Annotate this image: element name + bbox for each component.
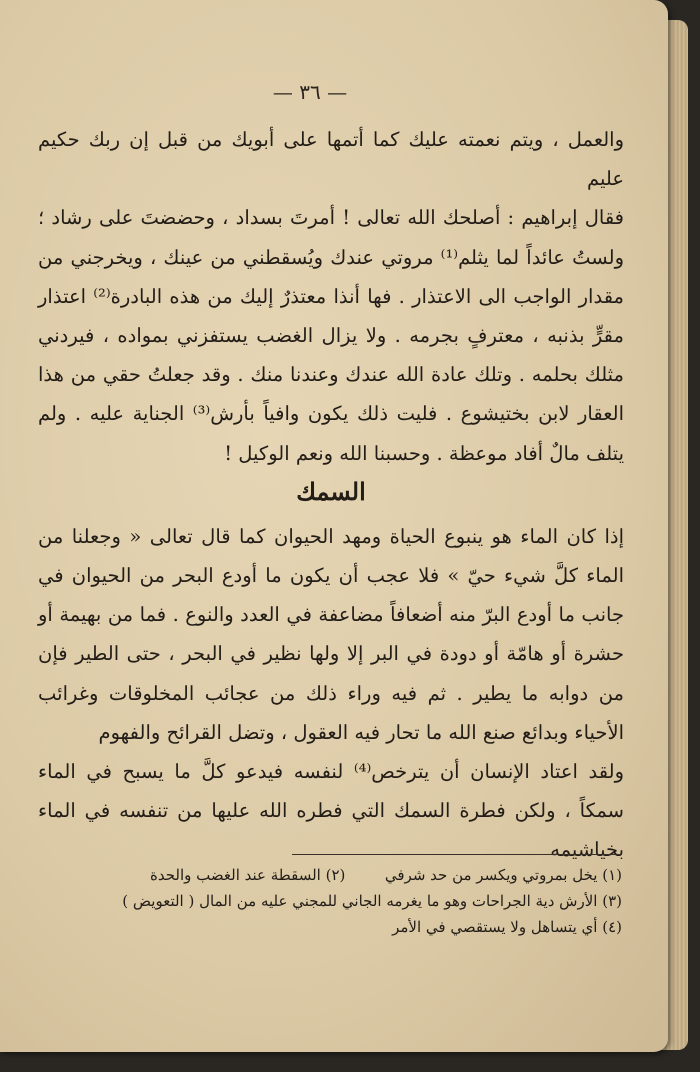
paragraph-ibrahim: فقال إبراهيم : أصلحك الله تعالى ! أمرتَ بسداد ، وحضضتَ على رشاد ؛ ولستُ عائداً لما يثلم⁽¹⁾ مروتي عندك ويُسقطني من عينك ، ويخرجني من مقدار الواجب الى الاعتذار . فها أنذا معتذرٌ إليك من هذه البادرة⁽²⁾ اعتذار مقرٍّ بذنبه ، معترفٍ بجرمه . ولا يزال الغضب يستفزني بمواده ، فيردني مثلك بحلمه . وتلك عادة الله عندك وعندنا منك . وقد جعلتُ حقي من هذا العقار لابن بختيشوع . فليت ذلك يكون وافياً بأرش⁽³⁾ الجناية عليه . ولم يتلف مالٌ أفاد موعظة . وحسبنا الله ونعم الوكيل ! [38,206,625,465]
page-number: — ٣٦ — [272,80,348,104]
paragraph-continuation: والعمل ، ويتم نعمته عليك كما أتمها على أبويك من قبل إن ربك حكيم عليم [38,128,624,191]
footnote-divider [292,854,622,855]
footnote-2: (٢) السقطة عند الغضب والحدة [150,866,346,884]
footnotes [122,862,622,940]
section-heading: السمك [296,476,366,506]
paragraph-fish-intro: إذا كان الماء هو ينبوع الحياة ومهد الحيوان كما قال تعالى « وجعلنا من الماء كلَّ شيء حيّ » فلا عجب أن يكون ما أودع البحر من الحيوان في جانب ما أودع البرّ منه أضعافاً مضاعفة في العدد والنوع . فما من بهيمة أو حشرة أو هامّة أو دودة في البر إلا ولها نظير في البحر ، حتى الطير فإن من دوابه ما يطير . ثم فيه وراء ذلك من عجائب المخلوقات وغرائب الأحياء وبدائع صنع الله ما تحار فيه العقول ، وتضل القرائح والفهوم [38,524,624,744]
paragraph-fish-naming: ولقد اعتاد الإنسان أن يترخص⁽⁴⁾ لنفسه فيدعو كلَّ ما يسبح في الماء سمكاً ، ولكن فطرة السمك التي فطره الله عليها من تنفسه في الماء بخياشيمه [38,760,624,862]
body-text [38,120,624,870]
footnote-row [150,862,622,888]
footnote-4: (٤) أي يتساهل ولا يستقصي في الأمر [392,918,622,936]
footnote-3: (٣) الأرش دية الجراحات وهو ما يغرمه الجاني للمجني عليه من المال ( التعويض ) [122,892,622,910]
footnote-1: (١) يخل بمروتي ويكسر من حد شرفي [384,866,622,884]
